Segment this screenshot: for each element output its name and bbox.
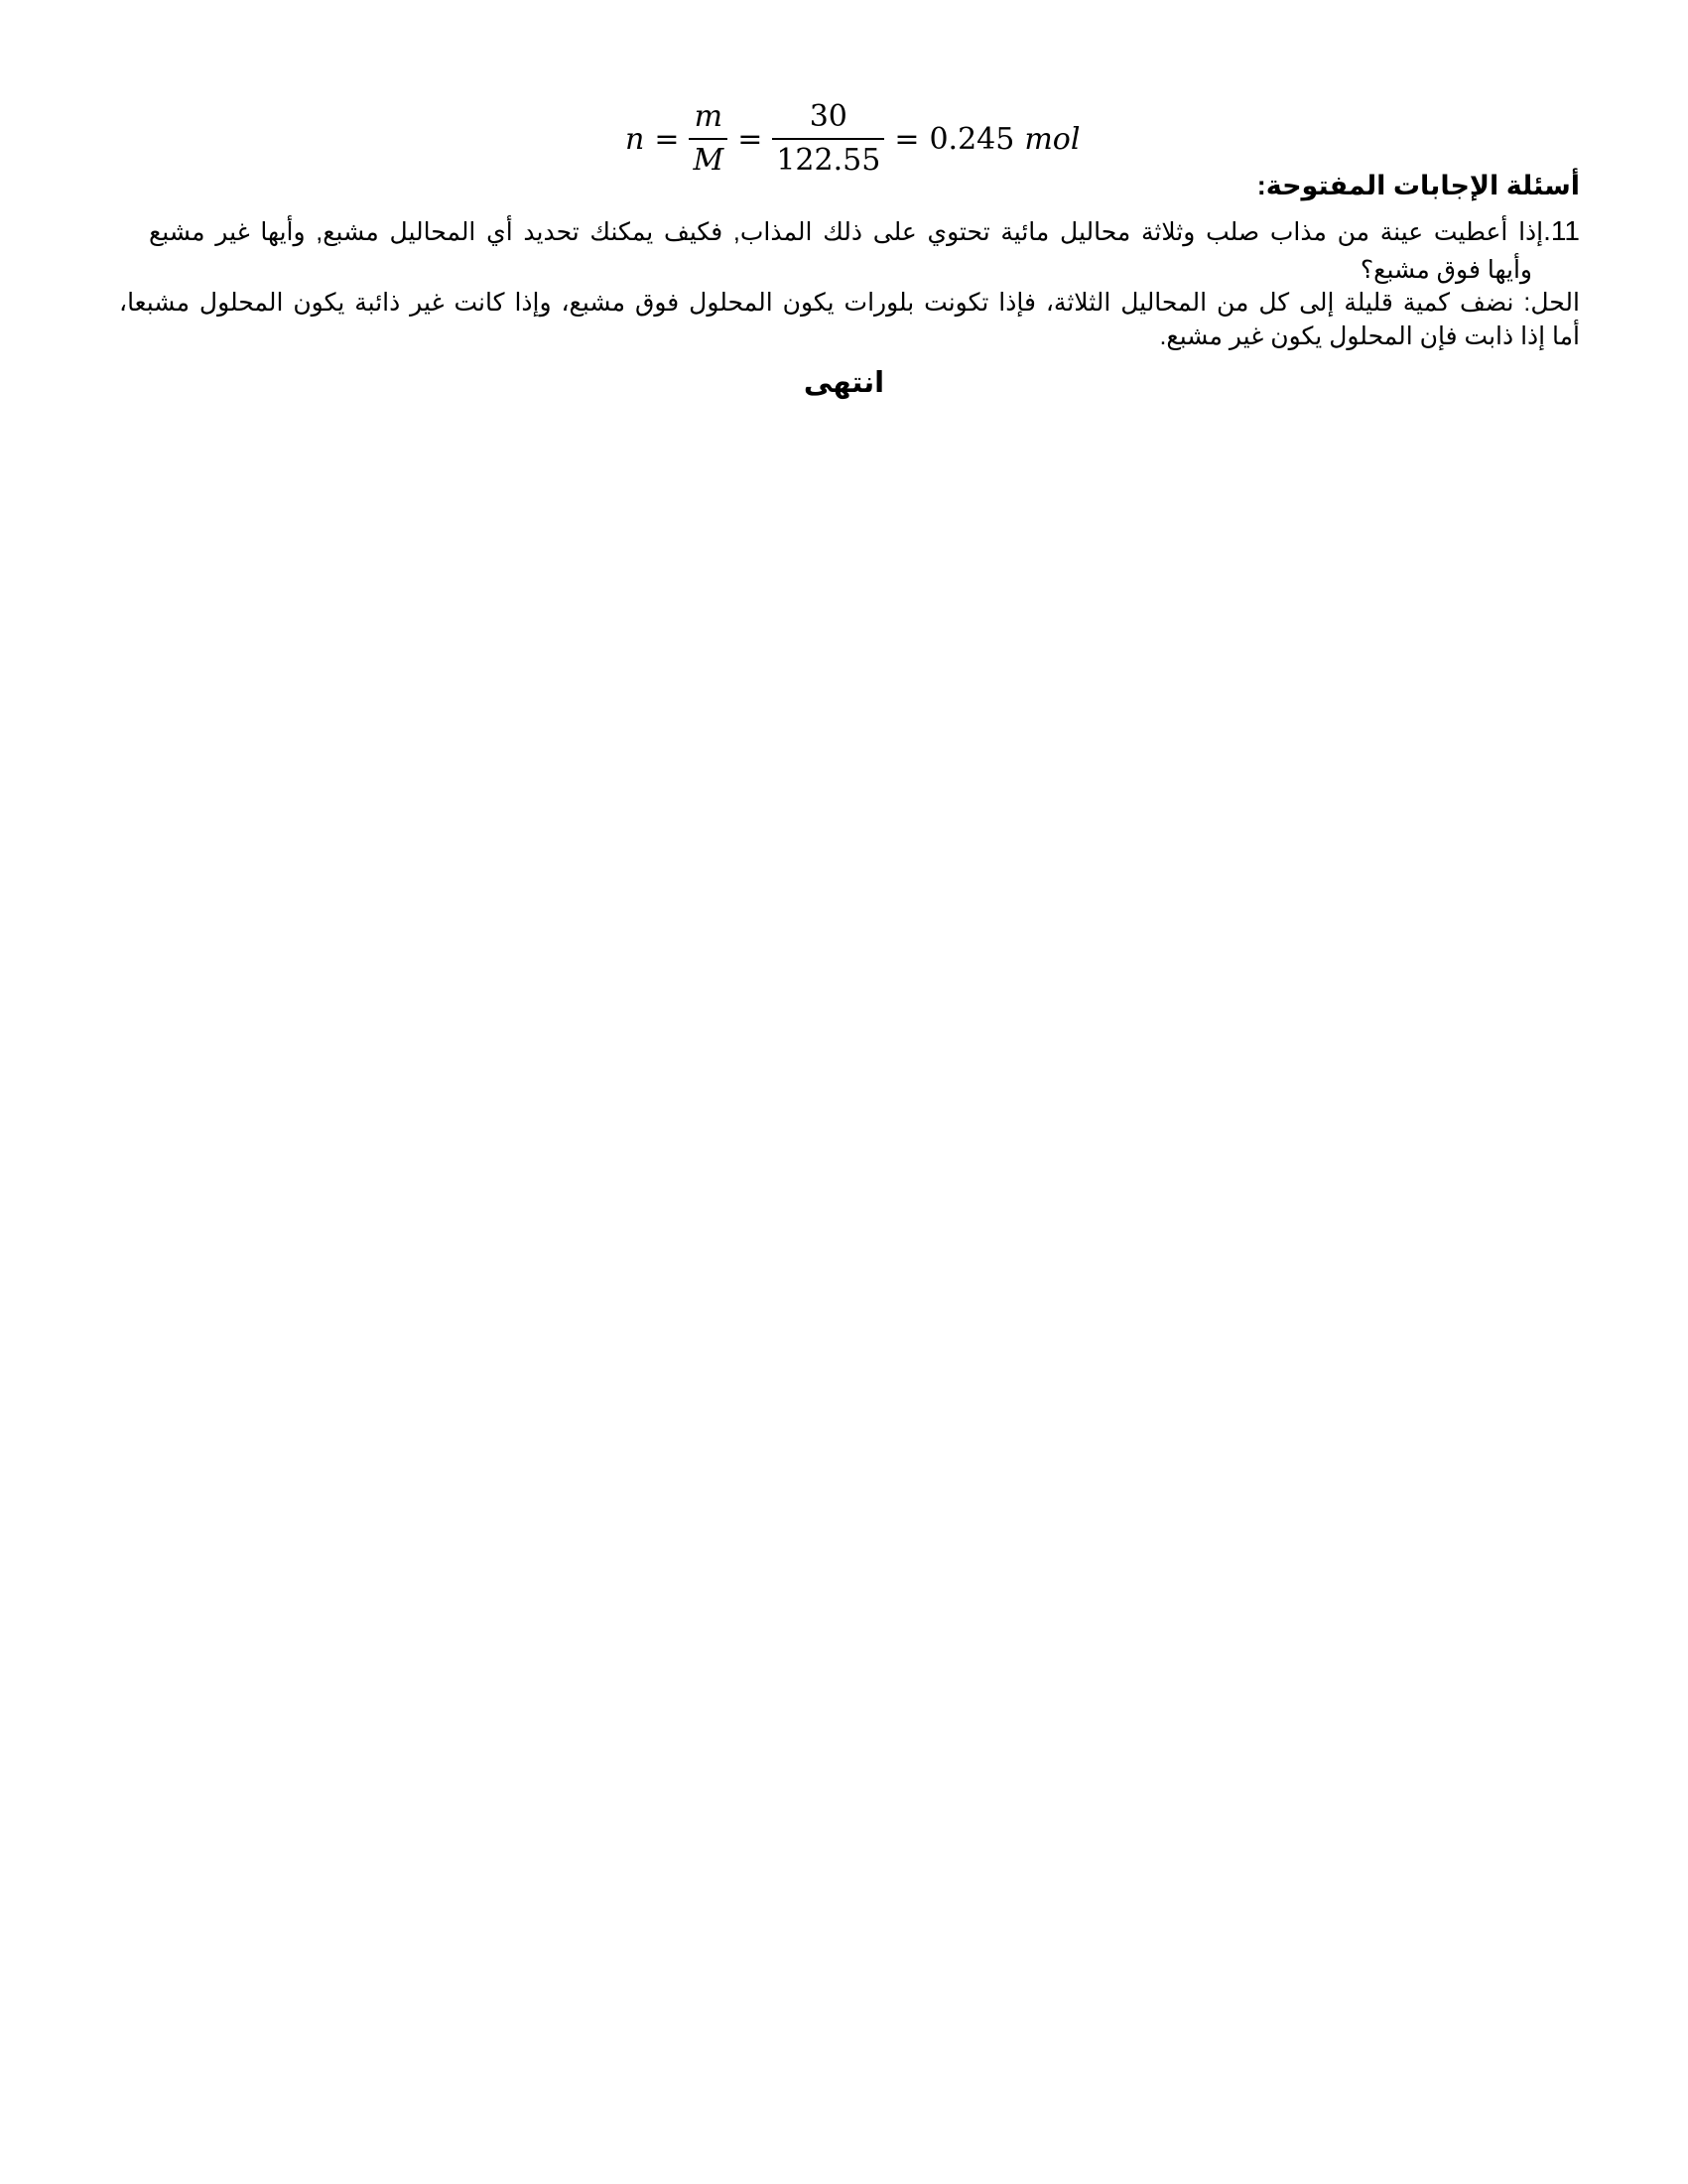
fraction-bar xyxy=(689,138,727,140)
equals-sign: = xyxy=(737,121,763,157)
fraction-numerator: 30 xyxy=(809,99,847,134)
fraction-denominator: 122.55 xyxy=(776,143,881,178)
question-line-1 xyxy=(149,212,1580,251)
equation-lhs: n xyxy=(625,121,645,157)
question-text: إذا أعطيت عينة من مذاب صلب وثلاثة محاليل مائية تحتوي على ذلك المذاب, فكيف يمكنك تحديد أي المحاليل مشبع, وأيها غير مشبع xyxy=(149,218,1544,246)
equals-sign: = xyxy=(654,121,680,157)
solution xyxy=(119,286,1580,353)
moles-equation xyxy=(625,94,1080,184)
solution-line-2: أما إذا ذابت فإن المحلول يكون غير مشبع. xyxy=(1159,322,1580,350)
fraction-mass-over-molar-mass xyxy=(689,98,727,180)
fraction-numeric xyxy=(772,98,884,180)
equation-result: 0.245 xyxy=(929,121,1015,157)
fraction-bar xyxy=(772,138,884,140)
equation-unit: mol xyxy=(1024,121,1081,157)
question-11 xyxy=(149,212,1580,289)
fraction-denominator: M xyxy=(693,143,724,178)
section-heading: أسئلة الإجابات المفتوحة: xyxy=(1256,171,1580,200)
end-marker: انتهى xyxy=(803,367,885,399)
question-number: 11. xyxy=(1543,215,1580,246)
fraction-numerator: m xyxy=(694,99,723,134)
question-line-2: وأيها فوق مشبع؟ xyxy=(1360,256,1532,284)
equals-sign: = xyxy=(894,121,920,157)
solution-line-1: الحل: نضف كمية قليلة إلى كل من المحاليل الثلاثة، فإذا تكونت بلورات يكون المحلول فوق مشبع، وإذا كانت غير ذائبة يكون المحلول مشبعا، xyxy=(119,289,1580,317)
